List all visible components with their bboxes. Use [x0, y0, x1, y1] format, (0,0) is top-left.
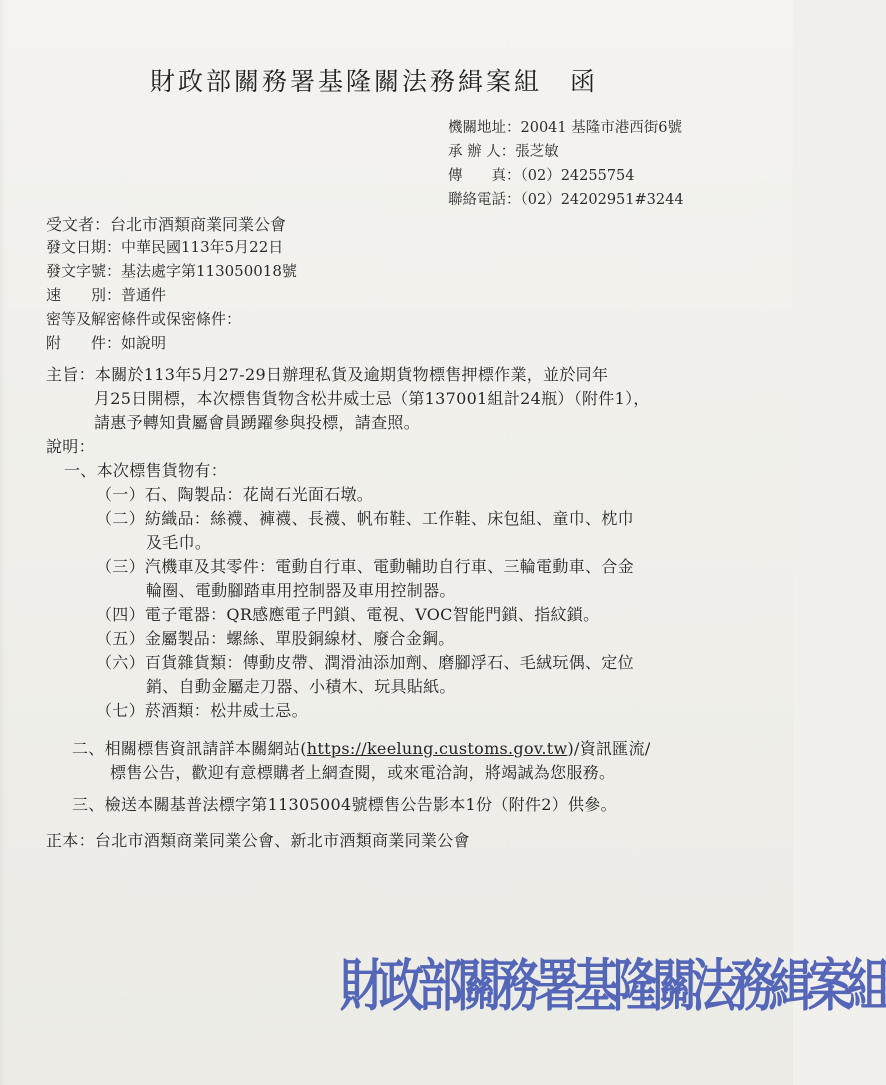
customs-website-link[interactable]: https://keelung.customs.gov.tw	[306, 739, 568, 758]
secrecy-level: 密等及解密條件或保密條件：	[46, 310, 242, 328]
goods-2a: （二）紡織品：絲襪、褲襪、長襪、帆布鞋、工作鞋、床包組、童巾、枕巾	[96, 509, 634, 528]
subject-line-3: 請惠予轉知貴屬會員踴躍參與投標，請查照。	[94, 413, 421, 432]
document-title: 財政部關務署基隆關法務緝案組 函	[150, 67, 599, 96]
agency-address: 機關地址：20041 基隆市港西街6號	[448, 120, 682, 136]
item-2-line-2: 標售公告，歡迎有意標購者上網查閱，或來電洽詢，將竭誠為您服務。	[110, 763, 616, 782]
delivery-speed: 速 別：普通件	[46, 286, 167, 304]
explanation-label: 說明：	[46, 437, 95, 456]
goods-2b: 及毛巾。	[146, 533, 212, 552]
goods-3b: 輪圈、電動腳踏車用控制器及車用控制器。	[146, 581, 456, 600]
goods-4: （四）電子電器：QR感應電子門鎖、電視、VOC智能門鎖、指紋鎖。	[96, 605, 600, 624]
subject-line-1: 主旨：本關於113年5月27-29日辦理私貨及逾期貨物標售押標作業，並於同年	[46, 365, 609, 384]
goods-6b: 銷、自動金屬走刀器、小積木、玩具貼紙。	[146, 677, 456, 696]
agency-seal-stamp: 財政部關務署基隆關法務緝案組	[340, 952, 886, 1019]
item-2-suffix: )/資訊匯流/	[567, 739, 651, 758]
goods-5: （五）金屬製品：螺絲、單股銅線材、廢合金鋼。	[96, 629, 455, 648]
item-1-title: 一、本次標售貨物有：	[64, 461, 228, 480]
goods-6a: （六）百貨雜貨類：傳動皮帶、潤滑油添加劑、磨腳浮石、毛絨玩偶、定位	[96, 653, 634, 672]
item-2-prefix: 二、相關標售資訊請詳本關網站(	[72, 739, 307, 758]
agency-phone: 聯絡電話：（02）24202951#3244	[448, 192, 684, 208]
copies-to: 正本：台北市酒類商業同業公會、新北市酒類商業同業公會	[46, 831, 470, 850]
item-2-line-1	[72, 736, 651, 759]
recipient: 受文者：台北市酒類商業同業公會	[46, 215, 287, 234]
goods-7: （七）菸酒類：松井威士忌。	[96, 701, 308, 720]
item-3: 三、檢送本關基普法標字第11305004號標售公告影本1份（附件2）供參。	[72, 795, 617, 814]
attachment-note: 附 件：如說明	[46, 334, 167, 352]
subject-line-2: 月25日開標，本次標售貨物含松井威士忌（第137001組計24瓶）（附件1），	[94, 389, 650, 408]
issue-number: 發文字號：基法處字第113050018號	[46, 262, 297, 280]
goods-1: （一）石、陶製品：花崗石光面石墩。	[96, 485, 374, 504]
goods-3a: （三）汽機車及其零件：電動自行車、電動輔助自行車、三輪電動車、合金	[96, 557, 634, 576]
agency-handler: 承 辦 人：張芝敏	[448, 144, 559, 160]
agency-fax: 傳 真：（02）24255754	[448, 168, 635, 184]
issue-date: 發文日期：中華民國113年5月22日	[46, 238, 284, 256]
